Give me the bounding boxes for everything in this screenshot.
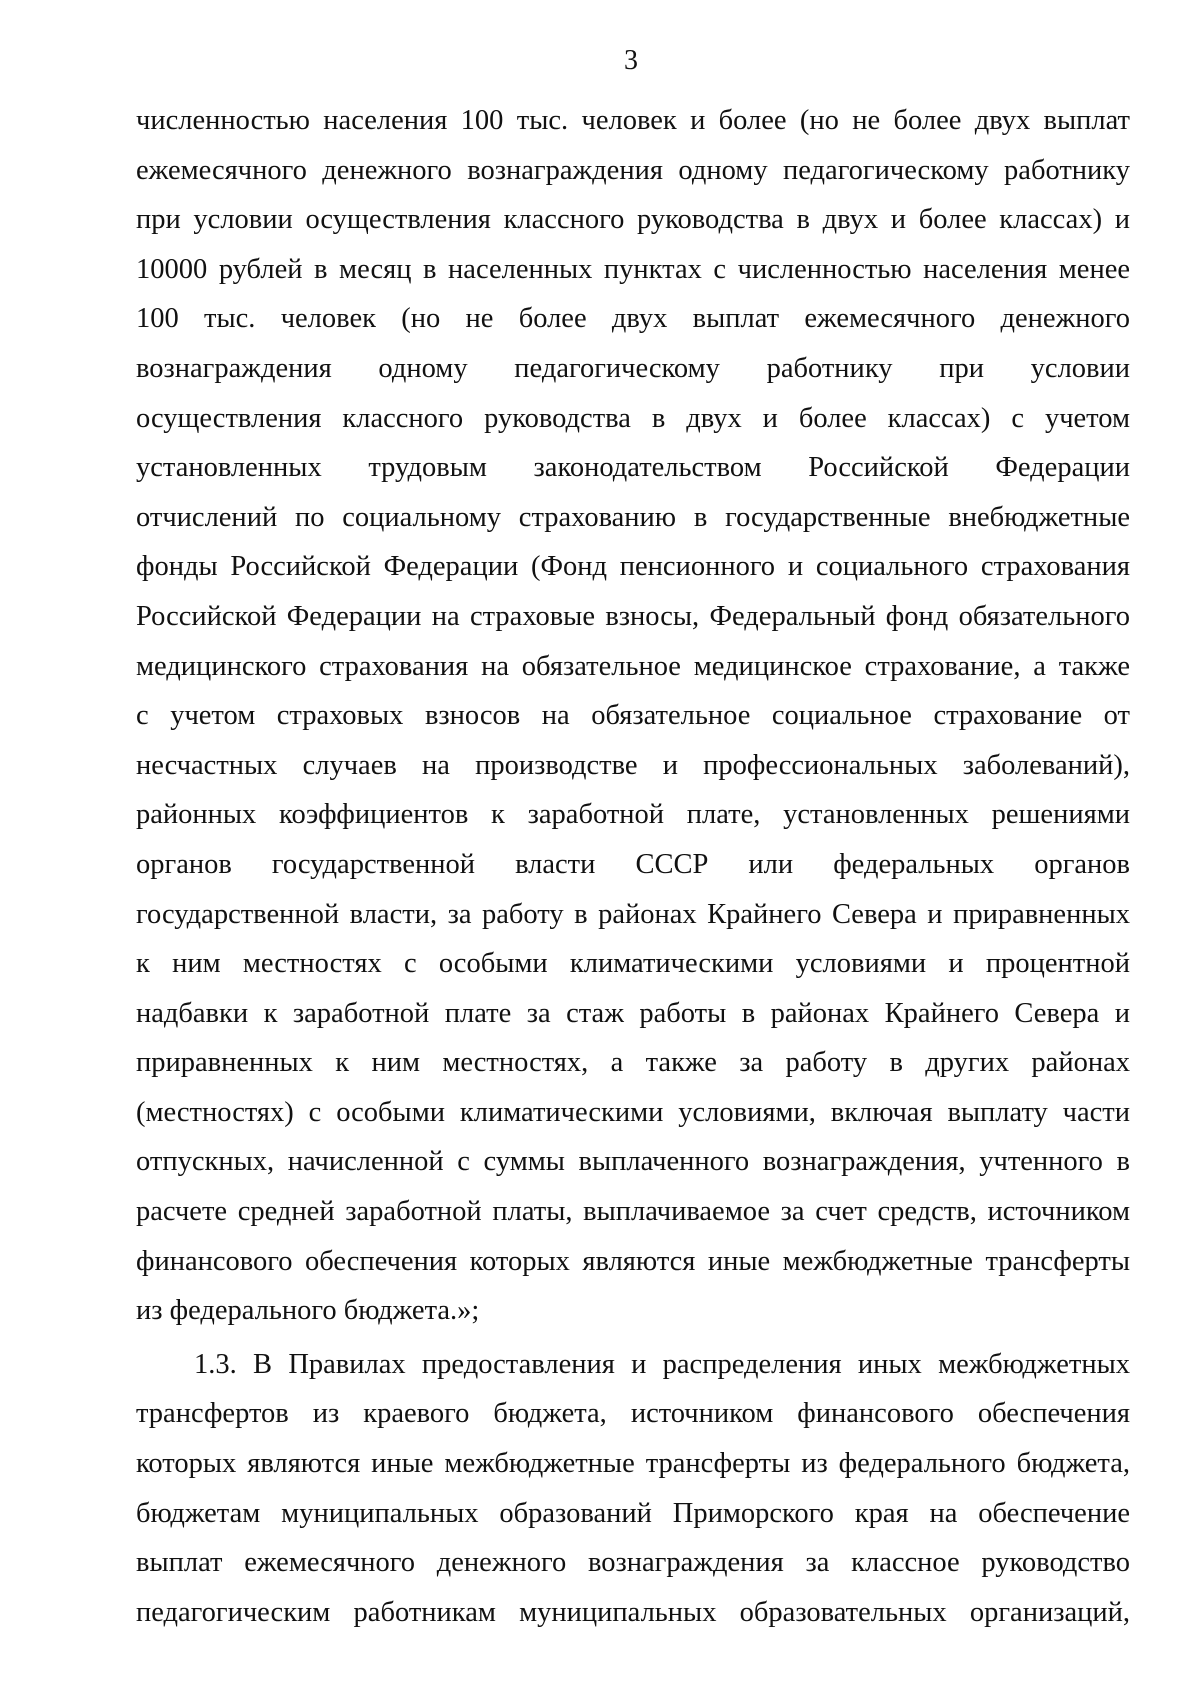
text-line: вознаграждения одному педагогическому работнику при условии xyxy=(136,352,1130,384)
text-line: при условии осуществления классного руководства в двух и более классах) и xyxy=(136,204,1130,236)
text-line: (местностях) с особыми климатическими условиями, включая выплату части xyxy=(136,1096,1130,1128)
text-line: педагогическим работникам муниципальных образовательных организаций, xyxy=(136,1596,1130,1628)
text-line: осуществления классного руководства в двух и более классах) с учетом xyxy=(136,402,1130,434)
text-line: бюджетам муниципальных образований Приморского края на обеспечение xyxy=(136,1497,1130,1529)
text-line: отчислений по социальному страхованию в государственные внебюджетные xyxy=(136,501,1130,533)
text-line: приравненных к ним местностях, а также за работу в других районах xyxy=(136,1047,1130,1079)
text-line: Российской Федерации на страховые взносы, Федеральный фонд обязательного xyxy=(136,600,1130,632)
text-line: 100 тыс. человек (но не более двух выплат ежемесячного денежного xyxy=(136,303,1130,335)
paragraph-continuation xyxy=(136,96,1130,1336)
text-line: органов государственной власти СССР или федеральных органов xyxy=(136,848,1130,880)
text-line: выплат ежемесячного денежного вознаграждения за классное руководство xyxy=(136,1547,1130,1579)
paragraph-1-3 xyxy=(136,1340,1130,1638)
text-line: расчете средней заработной платы, выплачиваемое за счет средств, источником xyxy=(136,1196,1130,1228)
text-line: несчастных случаев на производстве и профессиональных заболеваний), xyxy=(136,749,1130,781)
text-line: трансфертов из краевого бюджета, источником финансового обеспечения xyxy=(136,1398,1130,1430)
text-line: которых являются иные межбюджетные трансферты из федерального бюджета, xyxy=(136,1448,1130,1480)
text-line: финансового обеспечения которых являются иные межбюджетные трансферты xyxy=(136,1245,1130,1277)
text-line: государственной власти, за работу в районах Крайнего Севера и приравненных xyxy=(136,898,1130,930)
text-line: 10000 рублей в месяц в населенных пунктах с численностью населения менее xyxy=(136,253,1130,285)
text-line: численностью населения 100 тыс. человек и более (но не более двух выплат xyxy=(136,105,1130,136)
text-line: надбавки к заработной плате за стаж работы в районах Крайнего Севера и xyxy=(136,997,1130,1029)
page-number: 3 xyxy=(624,45,638,76)
text-line: из федерального бюджета.»; xyxy=(136,1295,480,1327)
text-line: установленных трудовым законодательством Российской Федерации xyxy=(136,452,1130,484)
text-line: районных коэффициентов к заработной плате, установленных решениями xyxy=(136,799,1130,831)
text-line: к ним местностях с особыми климатическими условиями и процентной xyxy=(136,948,1130,980)
document-body xyxy=(136,96,1130,1637)
text-line: с учетом страховых взносов на обязательное социальное страхование от xyxy=(136,700,1130,732)
text-line: отпускных, начисленной с суммы выплаченного вознаграждения, учтенного в xyxy=(136,1146,1130,1178)
text-line: фонды Российской Федерации (Фонд пенсионного и социального страхования xyxy=(136,551,1130,583)
text-line: медицинского страхования на обязательное медицинское страхование, а также xyxy=(136,650,1130,682)
text-line: ежемесячного денежного вознаграждения одному педагогическому работнику xyxy=(136,154,1130,186)
text-line: 1.3. В Правилах предоставления и распределения иных межбюджетных xyxy=(194,1348,1130,1380)
